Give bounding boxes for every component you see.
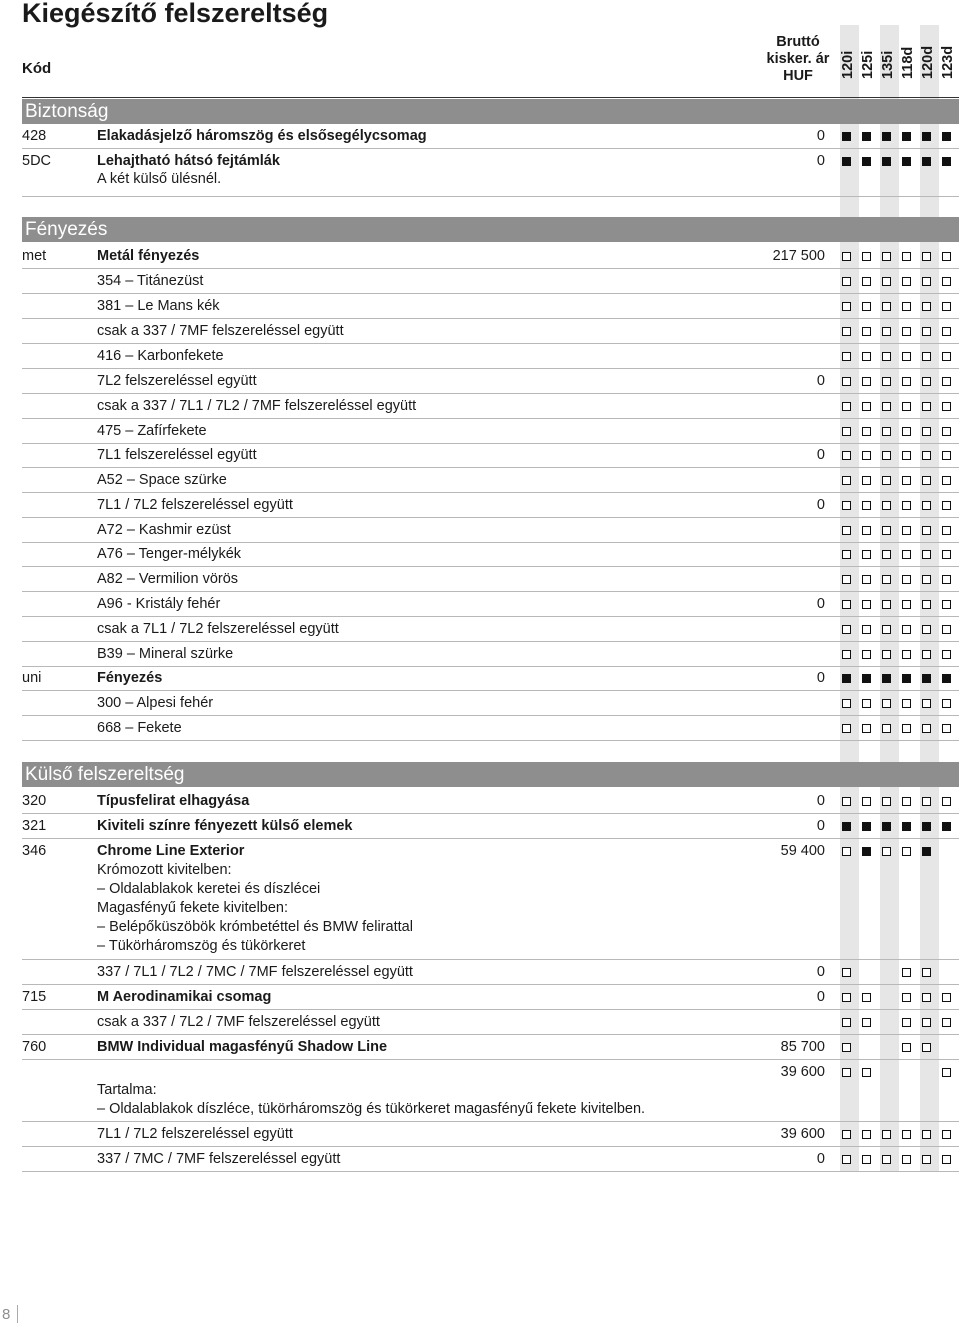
option-price: 39 600	[780, 1126, 825, 1142]
model-header	[920, 35, 939, 95]
optional-equipment-icon	[922, 797, 931, 806]
optional-equipment-icon	[842, 1043, 851, 1052]
optional-equipment-icon	[862, 377, 871, 386]
optional-equipment-icon	[882, 1155, 891, 1164]
option-price: 0	[816, 989, 825, 1005]
optional-equipment-icon	[842, 968, 851, 977]
optional-equipment-icon	[902, 550, 911, 559]
optional-equipment-icon	[922, 377, 931, 386]
optional-equipment-icon	[922, 699, 931, 708]
table-row	[22, 642, 959, 667]
optional-equipment-icon	[902, 797, 911, 806]
optional-equipment-icon	[922, 501, 931, 510]
optional-equipment-icon	[902, 1043, 911, 1052]
model-header	[900, 35, 919, 95]
optional-equipment-icon	[902, 277, 911, 286]
optional-equipment-icon	[922, 526, 931, 535]
table-row	[22, 518, 959, 543]
model-label: 120i	[840, 50, 856, 79]
optional-equipment-icon	[942, 575, 951, 584]
optional-equipment-icon	[922, 724, 931, 733]
optional-equipment-icon	[942, 600, 951, 609]
page-title: Kiegészítő felszereltség	[22, 0, 329, 28]
optional-equipment-icon	[922, 402, 931, 411]
optional-equipment-icon	[882, 650, 891, 659]
optional-equipment-icon	[842, 1155, 851, 1164]
optional-equipment-icon	[862, 1155, 871, 1164]
optional-equipment-icon	[862, 575, 871, 584]
optional-equipment-icon	[842, 327, 851, 336]
option-description: csak a 337 / 7MF felszereléssel együtt	[97, 323, 344, 339]
optional-equipment-icon	[862, 501, 871, 510]
standard-equipment-icon	[842, 157, 851, 166]
optional-equipment-icon	[942, 797, 951, 806]
optional-equipment-icon	[942, 1068, 951, 1077]
option-description: A82 – Vermilion vörös	[97, 571, 239, 587]
optional-equipment-icon	[842, 575, 851, 584]
optional-equipment-icon	[882, 550, 891, 559]
optional-equipment-icon	[842, 724, 851, 733]
table-row	[22, 468, 959, 493]
optional-equipment-icon	[842, 1130, 851, 1139]
standard-equipment-icon	[862, 822, 871, 831]
option-description: 7L1 felszereléssel együtt	[97, 447, 257, 463]
option-description: Kiviteli színre fényezett külső elemek	[97, 818, 353, 834]
optional-equipment-icon	[922, 1043, 931, 1052]
optional-equipment-icon	[942, 252, 951, 261]
optional-equipment-icon	[862, 451, 871, 460]
page-number: 8	[2, 1306, 11, 1323]
page-number-divider	[17, 1305, 18, 1323]
optional-equipment-icon	[942, 501, 951, 510]
optional-equipment-icon	[942, 993, 951, 1002]
table-row	[22, 691, 959, 716]
standard-equipment-icon	[842, 132, 851, 141]
table-row	[22, 1147, 959, 1172]
standard-equipment-icon	[942, 132, 951, 141]
option-description: 337 / 7MC / 7MF felszereléssel együtt	[97, 1151, 341, 1167]
option-description: 7L1 / 7L2 felszereléssel együtt	[97, 1126, 293, 1142]
optional-equipment-icon	[862, 277, 871, 286]
row-note: – Belépőküszöbök krómbetéttel és BMW felirattal	[97, 919, 413, 935]
optional-equipment-icon	[882, 377, 891, 386]
optional-equipment-icon	[902, 302, 911, 311]
row-note: Tartalma:	[97, 1082, 157, 1098]
optional-equipment-icon	[902, 501, 911, 510]
optional-equipment-icon	[842, 550, 851, 559]
optional-equipment-icon	[862, 797, 871, 806]
option-price: 39 600	[780, 1064, 825, 1080]
optional-equipment-icon	[862, 1068, 871, 1077]
optional-equipment-icon	[902, 993, 911, 1002]
option-description: A76 – Tenger-mélykék	[97, 546, 242, 562]
optional-equipment-icon	[842, 526, 851, 535]
option-price: 59 400	[780, 843, 825, 859]
optional-equipment-icon	[842, 302, 851, 311]
optional-equipment-icon	[882, 402, 891, 411]
optional-equipment-icon	[902, 476, 911, 485]
optional-equipment-icon	[902, 1130, 911, 1139]
optional-equipment-icon	[942, 402, 951, 411]
table-row	[22, 592, 959, 617]
optional-equipment-icon	[922, 1018, 931, 1027]
option-description: Lehajtható hátsó fejtámlák	[97, 153, 280, 169]
option-price: 0	[816, 447, 825, 463]
optional-equipment-icon	[882, 699, 891, 708]
optional-equipment-icon	[922, 302, 931, 311]
optional-equipment-icon	[922, 277, 931, 286]
option-description: A52 – Space szürke	[97, 472, 227, 488]
option-code: 320	[22, 793, 47, 809]
table-row	[22, 244, 959, 269]
section-header-paint: Fényezés	[22, 217, 959, 242]
optional-equipment-icon	[882, 277, 891, 286]
option-description: Típusfelirat elhagyása	[97, 793, 250, 809]
standard-equipment-icon	[862, 674, 871, 683]
table-row	[22, 617, 959, 642]
optional-equipment-icon	[842, 377, 851, 386]
option-description: Metál fényezés	[97, 248, 200, 264]
optional-equipment-icon	[922, 476, 931, 485]
option-description: 416 – Karbonfekete	[97, 348, 224, 364]
optional-equipment-icon	[882, 625, 891, 634]
optional-equipment-icon	[942, 451, 951, 460]
optional-equipment-icon	[922, 968, 931, 977]
option-description: csak a 7L1 / 7L2 felszereléssel együtt	[97, 621, 339, 637]
table-row	[22, 369, 959, 394]
table-row	[22, 1010, 959, 1035]
optional-equipment-icon	[942, 327, 951, 336]
table-row	[22, 567, 959, 592]
optional-equipment-icon	[842, 993, 851, 1002]
model-header	[940, 35, 959, 95]
optional-equipment-icon	[922, 451, 931, 460]
option-description: 668 – Fekete	[97, 720, 182, 736]
standard-equipment-icon	[862, 132, 871, 141]
optional-equipment-icon	[922, 993, 931, 1002]
optional-equipment-icon	[902, 451, 911, 460]
option-price: 0	[816, 818, 825, 834]
optional-equipment-icon	[902, 327, 911, 336]
standard-equipment-icon	[922, 847, 931, 856]
option-price: 0	[816, 670, 825, 686]
optional-equipment-icon	[882, 252, 891, 261]
standard-equipment-icon	[922, 132, 931, 141]
row-note: – Oldalablakok díszléce, tükörháromszög és tükörkeret magasfényű fekete kivitelben.	[97, 1101, 646, 1117]
optional-equipment-icon	[922, 427, 931, 436]
optional-equipment-icon	[882, 847, 891, 856]
optional-equipment-icon	[862, 427, 871, 436]
table-row	[22, 344, 959, 369]
optional-equipment-icon	[922, 550, 931, 559]
optional-equipment-icon	[842, 402, 851, 411]
optional-equipment-icon	[902, 575, 911, 584]
optional-equipment-icon	[862, 993, 871, 1002]
table-row	[22, 294, 959, 319]
optional-equipment-icon	[922, 252, 931, 261]
model-header	[880, 35, 899, 95]
option-description: A96 - Kristály fehér	[97, 596, 221, 612]
option-price: 85 700	[780, 1039, 825, 1055]
table-row	[22, 419, 959, 444]
optional-equipment-icon	[922, 352, 931, 361]
standard-equipment-icon	[942, 822, 951, 831]
table-row	[22, 1035, 959, 1060]
table-row	[22, 1122, 959, 1147]
optional-equipment-icon	[942, 476, 951, 485]
optional-equipment-icon	[922, 600, 931, 609]
optional-equipment-icon	[842, 1068, 851, 1077]
optional-equipment-icon	[862, 402, 871, 411]
optional-equipment-icon	[842, 451, 851, 460]
optional-equipment-icon	[862, 327, 871, 336]
optional-equipment-icon	[842, 625, 851, 634]
optional-equipment-icon	[942, 724, 951, 733]
optional-equipment-icon	[942, 377, 951, 386]
standard-equipment-icon	[862, 847, 871, 856]
optional-equipment-icon	[942, 550, 951, 559]
model-label: 123d	[940, 45, 956, 79]
option-code: met	[22, 248, 47, 264]
optional-equipment-icon	[882, 476, 891, 485]
option-price: 0	[816, 1151, 825, 1167]
optional-equipment-icon	[862, 526, 871, 535]
optional-equipment-icon	[882, 600, 891, 609]
optional-equipment-icon	[902, 600, 911, 609]
option-description: 354 – Titánezüst	[97, 273, 204, 289]
optional-equipment-icon	[902, 402, 911, 411]
option-description: 475 – Zafírfekete	[97, 423, 207, 439]
standard-equipment-icon	[842, 822, 851, 831]
price-header-line: Bruttó	[776, 34, 820, 50]
optional-equipment-icon	[902, 1155, 911, 1164]
optional-equipment-icon	[862, 252, 871, 261]
section-header-exterior: Külső felszereltség	[22, 762, 959, 787]
table-row	[22, 716, 959, 741]
option-price: 0	[816, 596, 825, 612]
table-row	[22, 542, 959, 567]
section-header-safety: Biztonság	[22, 99, 959, 124]
optional-equipment-icon	[862, 550, 871, 559]
table-row	[22, 493, 959, 518]
optional-equipment-icon	[902, 968, 911, 977]
optional-equipment-icon	[862, 302, 871, 311]
table-row	[22, 269, 959, 294]
model-label: 135i	[880, 50, 896, 79]
table-row	[22, 789, 959, 814]
standard-equipment-icon	[902, 674, 911, 683]
option-price: 0	[816, 373, 825, 389]
optional-equipment-icon	[902, 352, 911, 361]
optional-equipment-icon	[882, 1130, 891, 1139]
optional-equipment-icon	[942, 277, 951, 286]
optional-equipment-icon	[902, 526, 911, 535]
table-row	[22, 960, 959, 985]
optional-equipment-icon	[902, 847, 911, 856]
optional-equipment-icon	[862, 1130, 871, 1139]
optional-equipment-icon	[862, 650, 871, 659]
standard-equipment-icon	[902, 132, 911, 141]
optional-equipment-icon	[902, 377, 911, 386]
table-row	[22, 319, 959, 344]
standard-equipment-icon	[862, 157, 871, 166]
option-description: Elakadásjelző háromszög és elsősegélycsomag	[97, 128, 427, 144]
table-row	[22, 814, 959, 839]
optional-equipment-icon	[862, 600, 871, 609]
optional-equipment-icon	[842, 600, 851, 609]
row-note: – Oldalablakok keretei és díszlécei	[97, 881, 321, 897]
option-price: 0	[816, 153, 825, 169]
option-description: Fényezés	[97, 670, 163, 686]
price-column-header	[752, 34, 844, 85]
optional-equipment-icon	[942, 1018, 951, 1027]
option-description: BMW Individual magasfényű Shadow Line	[97, 1039, 388, 1055]
option-code: 715	[22, 989, 47, 1005]
optional-equipment-icon	[942, 302, 951, 311]
optional-equipment-icon	[922, 575, 931, 584]
optional-equipment-icon	[842, 427, 851, 436]
optional-equipment-icon	[902, 427, 911, 436]
code-column-header: Kód	[22, 60, 52, 77]
option-description: 7L2 felszereléssel együtt	[97, 373, 257, 389]
option-description: csak a 337 / 7L2 / 7MF felszereléssel együtt	[97, 1014, 380, 1030]
optional-equipment-icon	[862, 724, 871, 733]
optional-equipment-icon	[862, 699, 871, 708]
option-price: 0	[816, 497, 825, 513]
price-header-line: kisker. ár	[766, 51, 830, 67]
standard-equipment-icon	[902, 157, 911, 166]
optional-equipment-icon	[902, 625, 911, 634]
optional-equipment-icon	[942, 1130, 951, 1139]
optional-equipment-icon	[882, 327, 891, 336]
optional-equipment-icon	[902, 724, 911, 733]
optional-equipment-icon	[842, 252, 851, 261]
table-row	[22, 394, 959, 419]
optional-equipment-icon	[922, 650, 931, 659]
table-row	[22, 666, 959, 691]
optional-equipment-icon	[942, 650, 951, 659]
standard-equipment-icon	[902, 822, 911, 831]
optional-equipment-icon	[882, 724, 891, 733]
row-note: A két külső ülésnél.	[97, 171, 222, 187]
optional-equipment-icon	[882, 302, 891, 311]
standard-equipment-icon	[922, 674, 931, 683]
optional-equipment-icon	[882, 797, 891, 806]
option-code: uni	[22, 670, 42, 686]
optional-equipment-icon	[842, 847, 851, 856]
option-description: csak a 337 / 7L1 / 7L2 / 7MF felszereléssel együtt	[97, 398, 417, 414]
model-header	[860, 35, 879, 95]
table-row	[22, 124, 959, 149]
price-header-line: HUF	[783, 68, 813, 84]
optional-equipment-icon	[842, 650, 851, 659]
optional-equipment-icon	[902, 1018, 911, 1027]
optional-equipment-icon	[922, 1130, 931, 1139]
standard-equipment-icon	[882, 674, 891, 683]
option-description: M Aerodinamikai csomag	[97, 989, 272, 1005]
optional-equipment-icon	[882, 575, 891, 584]
standard-equipment-icon	[842, 674, 851, 683]
standard-equipment-icon	[922, 157, 931, 166]
optional-equipment-icon	[842, 352, 851, 361]
optional-equipment-icon	[882, 501, 891, 510]
model-label: 125i	[860, 50, 876, 79]
optional-equipment-icon	[882, 526, 891, 535]
table-row	[22, 443, 959, 468]
row-note: Magasfényű fekete kivitelben:	[97, 900, 289, 916]
optional-equipment-icon	[842, 1018, 851, 1027]
optional-equipment-icon	[842, 501, 851, 510]
optional-equipment-icon	[882, 352, 891, 361]
option-code: 5DC	[22, 153, 52, 169]
model-label: 120d	[920, 45, 936, 79]
optional-equipment-icon	[922, 1155, 931, 1164]
option-price: 0	[816, 964, 825, 980]
option-description: Chrome Line Exterior	[97, 843, 245, 859]
optional-equipment-icon	[842, 476, 851, 485]
standard-equipment-icon	[942, 157, 951, 166]
option-description: 381 – Le Mans kék	[97, 298, 220, 314]
optional-equipment-icon	[862, 476, 871, 485]
row-note: – Tükörháromszög és tükörkeret	[97, 938, 306, 954]
standard-equipment-icon	[882, 132, 891, 141]
optional-equipment-icon	[842, 797, 851, 806]
optional-equipment-icon	[942, 1155, 951, 1164]
optional-equipment-icon	[902, 699, 911, 708]
optional-equipment-icon	[862, 352, 871, 361]
row-note: Krómozott kivitelben:	[97, 862, 232, 878]
optional-equipment-icon	[942, 625, 951, 634]
option-price: 0	[816, 128, 825, 144]
standard-equipment-icon	[922, 822, 931, 831]
option-description: 7L1 / 7L2 felszereléssel együtt	[97, 497, 293, 513]
standard-equipment-icon	[942, 674, 951, 683]
optional-equipment-icon	[862, 625, 871, 634]
model-label: 118d	[900, 46, 916, 79]
option-code: 428	[22, 128, 47, 144]
optional-equipment-icon	[942, 427, 951, 436]
optional-equipment-icon	[922, 625, 931, 634]
model-header	[840, 35, 859, 95]
optional-equipment-icon	[942, 699, 951, 708]
option-description: B39 – Mineral szürke	[97, 646, 234, 662]
option-price: 217 500	[772, 248, 825, 264]
option-code: 321	[22, 818, 47, 834]
option-code: 760	[22, 1039, 47, 1055]
header-divider	[22, 97, 959, 98]
table-row	[22, 985, 959, 1010]
option-description: 337 / 7L1 / 7L2 / 7MC / 7MF felszereléssel együtt	[97, 964, 413, 980]
optional-equipment-icon	[942, 526, 951, 535]
standard-equipment-icon	[882, 157, 891, 166]
option-code: 346	[22, 843, 47, 859]
optional-equipment-icon	[862, 1018, 871, 1027]
optional-equipment-icon	[842, 699, 851, 708]
option-price: 0	[816, 793, 825, 809]
optional-equipment-icon	[882, 451, 891, 460]
optional-equipment-icon	[922, 327, 931, 336]
option-description: A72 – Kashmir ezüst	[97, 522, 231, 538]
optional-equipment-icon	[942, 352, 951, 361]
standard-equipment-icon	[882, 822, 891, 831]
optional-equipment-icon	[842, 277, 851, 286]
option-description: 300 – Alpesi fehér	[97, 695, 214, 711]
optional-equipment-icon	[902, 252, 911, 261]
optional-equipment-icon	[902, 650, 911, 659]
optional-equipment-icon	[882, 427, 891, 436]
